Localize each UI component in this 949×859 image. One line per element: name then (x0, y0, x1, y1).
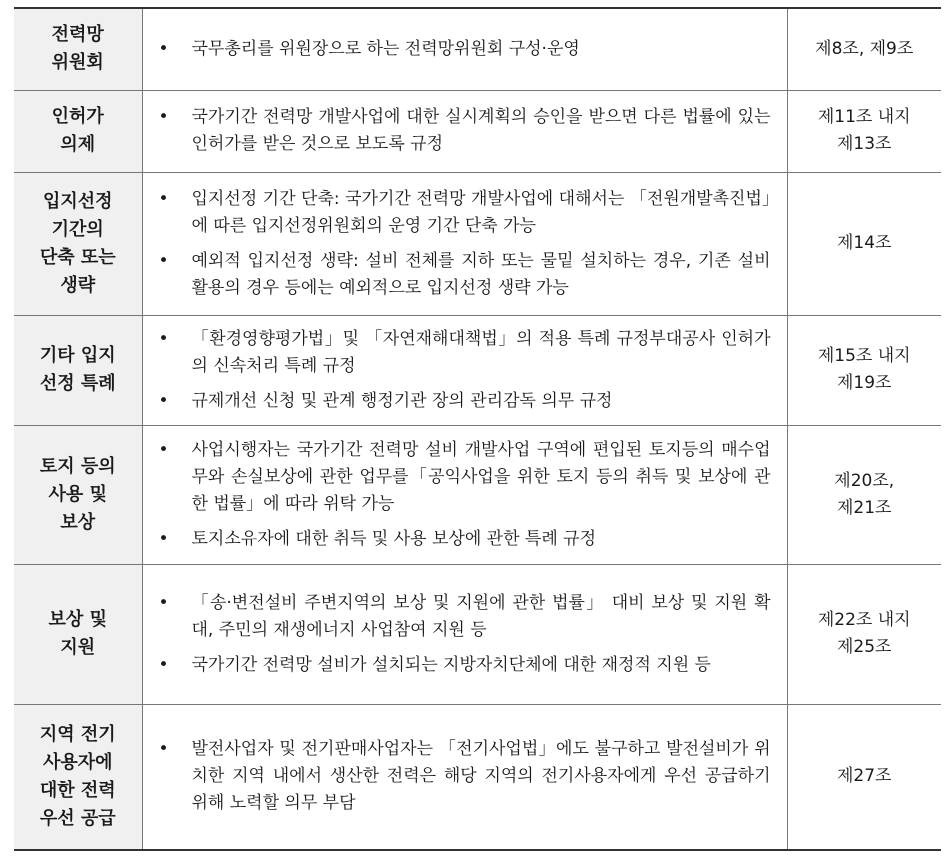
bullet-icon: • (158, 739, 169, 760)
topic-cell: 토지 등의 사용 및 보상 (14, 425, 142, 564)
description-cell (142, 425, 787, 564)
topic-cell: 지역 전기 사용자에 대한 전력 우선 공급 (14, 704, 142, 850)
bullet-icon: • (158, 654, 169, 675)
law-provisions-table (14, 7, 941, 851)
table-row (14, 704, 941, 850)
table-row (14, 425, 941, 564)
bullet-icon: • (158, 38, 169, 59)
list-item: • 예외적 입지선정 생략: 설비 전체를 지하 또는 물밑 설치하는 경우, 기존 설비 활용의 경우 등에는 예외적으로 입지선정 생략 가능 (157, 248, 771, 302)
table-row (14, 564, 941, 704)
list-item: • 국가기간 전력망 설비가 설치되는 지방자치단체에 대한 재정적 지원 등 (157, 652, 771, 679)
article-cell: 제11조 내지 제13조 (787, 90, 941, 172)
article-cell: 제8조, 제9조 (787, 8, 941, 90)
list-item: • 입지선정 기간 단축: 국가기간 전력망 개발사업에 대해서는 「전원개발촉진법」에 따른 입지선정위원회의 운영 기간 단축 가능 (157, 186, 771, 240)
table-row (14, 90, 941, 172)
bullet-icon: • (158, 439, 169, 460)
description-cell (142, 564, 787, 704)
description-cell (142, 172, 787, 315)
article-cell: 제20조, 제21조 (787, 425, 941, 564)
bullet-icon: • (158, 188, 169, 209)
article-cell: 제27조 (787, 704, 941, 850)
topic-cell: 보상 및 지원 (14, 564, 142, 704)
description-cell (142, 315, 787, 425)
description-cell (142, 90, 787, 172)
table-row (14, 172, 941, 315)
topic-cell: 기타 입지 선정 특례 (14, 315, 142, 425)
bullet-icon: • (158, 528, 169, 549)
list-item: • 「송·변전설비 주변지역의 보상 및 지원에 관한 법률」 대비 보상 및 지원 확대, 주민의 재생에너지 사업참여 지원 등 (157, 590, 771, 644)
article-cell: 제22조 내지 제25조 (787, 564, 941, 704)
list-item: • 사업시행자는 국가기간 전력망 설비 개발사업 구역에 편입된 토지등의 매수업무와 손실보상에 관한 업무를「공익사업을 위한 토지 등의 취득 및 보상에 관한 법률」에 따라 위탁 가능 (157, 437, 771, 518)
article-cell: 제15조 내지 제19조 (787, 315, 941, 425)
bullet-icon: • (158, 107, 169, 127)
list-item: • 발전사업자 및 전기판매사업자는 「전기사업법」에도 불구하고 발전설비가 위치한 지역 내에서 생산한 전력은 해당 지역의 전기사용자에게 우선 공급하기 위해 노력할 의무 부담 (157, 736, 771, 817)
table-row (14, 8, 941, 90)
list-item: • 국가기간 전력망 개발사업에 대한 실시계획의 승인을 받으면 다른 법률에 있는 인허가를 받은 것으로 보도록 규정 (157, 104, 771, 158)
bullet-icon: • (158, 250, 169, 271)
description-cell (142, 704, 787, 850)
table-row (14, 315, 941, 425)
list-item: • 「환경영향평가법」및 「자연재해대책법」의 적용 특례 규정부대공사 인허가의 신속처리 특례 규정 (157, 326, 771, 380)
list-item: • 국무총리를 위원장으로 하는 전력망위원회 구성·운영 (157, 36, 771, 63)
bullet-icon: • (158, 592, 169, 613)
bullet-icon: • (158, 328, 169, 349)
topic-cell: 전력망 위원회 (14, 8, 142, 90)
topic-cell: 입지선정 기간의 단축 또는 생략 (14, 172, 142, 315)
article-cell: 제14조 (787, 172, 941, 315)
description-cell (142, 8, 787, 90)
topic-cell: 인허가 의제 (14, 90, 142, 172)
list-item: • 규제개선 신청 및 관계 행정기관 장의 관리감독 의무 규정 (157, 388, 771, 415)
bullet-icon: • (158, 390, 169, 411)
list-item: • 토지소유자에 대한 취득 및 사용 보상에 관한 특례 규정 (157, 526, 771, 553)
